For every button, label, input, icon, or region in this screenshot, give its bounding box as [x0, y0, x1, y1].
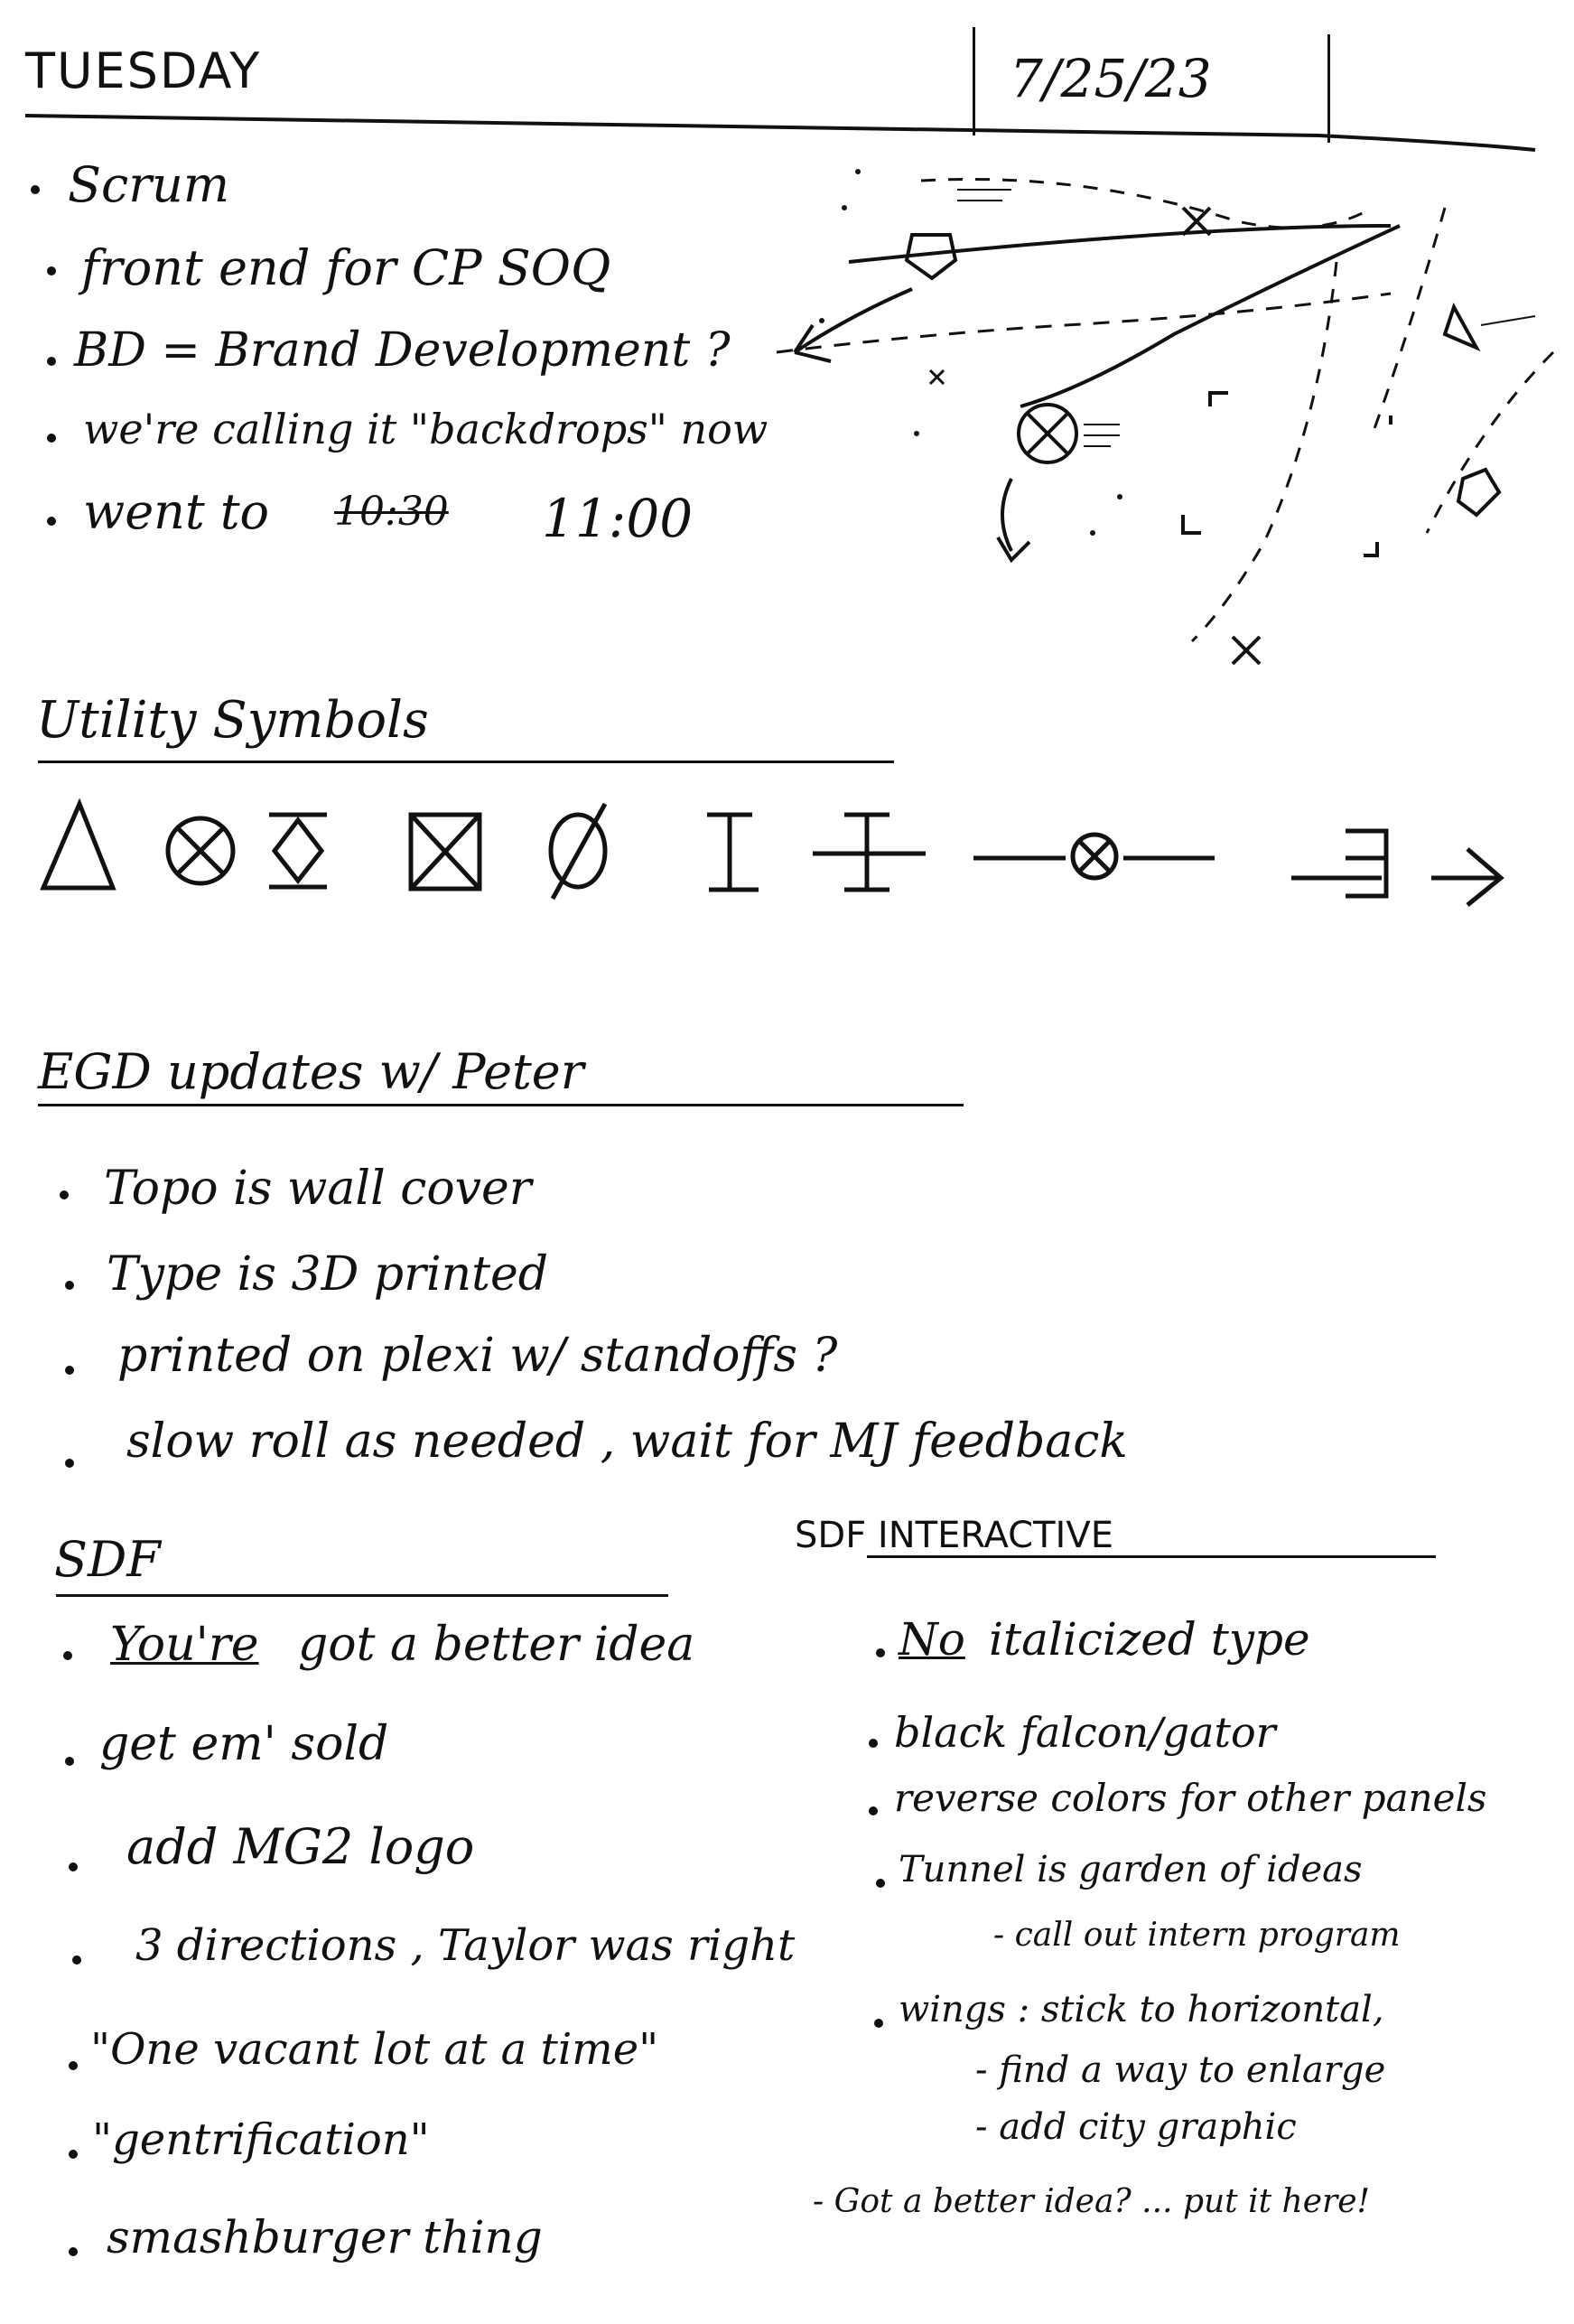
note-bd: BD = Brand Development ?	[74, 323, 731, 378]
day-heading: TUESDAY	[25, 42, 262, 99]
sdf-int-item-falcon: black falcon/gator	[894, 1708, 1276, 1757]
inline-i-symbol-icon	[813, 815, 926, 890]
inline-valve-symbol-icon	[973, 835, 1215, 878]
egd-item-plexi: printed on plexi w/ standoffs ?	[117, 1329, 838, 1383]
sdf-int-item-no: No	[899, 1613, 965, 1666]
sdf-item-vacant-lot: "One vacant lot at a time"	[90, 2024, 659, 2075]
note-old-time: 10:30	[334, 489, 449, 535]
egd-bullet-3	[65, 1366, 74, 1375]
note-bullet-2	[47, 266, 56, 275]
sdf-item-better-idea: got a better idea	[298, 1618, 695, 1672]
sdf-interactive-title: SDF INTERACTIVE	[795, 1515, 1113, 1556]
egd-item-topo: Topo is wall cover	[104, 1162, 532, 1216]
egd-bullet-4	[65, 1459, 74, 1468]
sdf-int-item-enlarge: - find a way to enlarge	[975, 2049, 1386, 2091]
sdf-int-bullet-5	[874, 2019, 883, 2028]
sdf-bullet-4	[72, 1955, 81, 1965]
sdf-int-item-intern: - call out intern program	[993, 1917, 1401, 1954]
sdf-rule	[56, 1594, 668, 1597]
egd-updates-title: EGD updates w/ Peter	[38, 1043, 584, 1100]
note-bullet-4	[47, 434, 56, 443]
sdf-bullet-6	[69, 2150, 78, 2159]
egd-bullet-1	[60, 1190, 69, 1199]
note-scrum: Scrum	[68, 156, 230, 213]
sdf-int-item-tunnel: Tunnel is garden of ideas	[899, 1849, 1363, 1890]
pipe-end-symbol-icon	[1291, 831, 1386, 896]
utility-symbols-rule	[38, 761, 894, 763]
sdf-bullet-7	[69, 2247, 78, 2256]
valve-diamond-symbol-icon	[269, 815, 327, 887]
utility-symbols-row	[0, 795, 1574, 930]
note-went-to: went to	[83, 483, 270, 540]
note-front-end: front end for CP SOQ	[81, 239, 611, 296]
sdf-bullet-2	[65, 1757, 74, 1766]
sdf-bullet-5	[69, 2061, 78, 2070]
date-label: 7/25/23	[1010, 48, 1212, 109]
sdf-int-item-italicized: italicized type	[989, 1613, 1310, 1666]
sdf-item-youre: You're	[110, 1618, 259, 1672]
egd-bullet-2	[65, 1281, 74, 1290]
sdf-interactive-rule	[867, 1555, 1436, 1558]
box-x-symbol-icon	[411, 815, 480, 889]
note-bullet-5	[47, 517, 56, 526]
sdf-bullet-1	[63, 1651, 72, 1660]
sdf-title: SDF	[54, 1531, 161, 1588]
sdf-int-item-reverse: reverse colors for other panels	[894, 1776, 1487, 1820]
note-backdrops: we're calling it "backdrops" now	[83, 405, 768, 453]
note-bullet-1	[31, 185, 40, 194]
note-new-time: 11:00	[542, 488, 694, 549]
sdf-int-bullet-4	[876, 1879, 885, 1888]
sdf-int-item-city-graphic: - add city graphic	[975, 2106, 1297, 2148]
sdf-item-mg2-logo: add MG2 logo	[126, 1818, 475, 1875]
egd-item-type: Type is 3D printed	[107, 1247, 549, 1302]
diameter-symbol-icon	[551, 804, 605, 899]
sdf-int-item-better-idea: - Got a better idea? ... put it here!	[813, 2183, 1370, 2220]
sdf-item-3-directions: 3 directions , Taylor was right	[135, 1920, 796, 1971]
i-beam-symbol-icon	[707, 815, 759, 890]
arrow-right-symbol-icon	[1431, 849, 1501, 905]
sdf-item-get-em-sold: get em' sold	[99, 1717, 389, 1771]
egd-item-slow-roll: slow roll as needed , wait for MJ feedback	[126, 1414, 1128, 1469]
note-bullet-3	[47, 357, 56, 366]
sdf-int-item-wings: wings : stick to horizontal,	[899, 1989, 1384, 2030]
sdf-item-gentrification: "gentrification"	[92, 2114, 430, 2165]
utility-symbols-title: Utility Symbols	[36, 691, 429, 750]
sdf-int-bullet-3	[869, 1806, 878, 1815]
triangle-symbol-icon	[43, 804, 113, 888]
sdf-item-smashburger: smashburger thing	[107, 2211, 543, 2263]
sdf-int-bullet-2	[869, 1739, 878, 1748]
sdf-bullet-3	[69, 1862, 78, 1871]
play-diagram-sketch	[740, 154, 1553, 695]
circle-x-symbol-icon	[168, 818, 233, 883]
sdf-int-bullet-1	[876, 1648, 885, 1657]
egd-updates-rule	[38, 1104, 964, 1106]
